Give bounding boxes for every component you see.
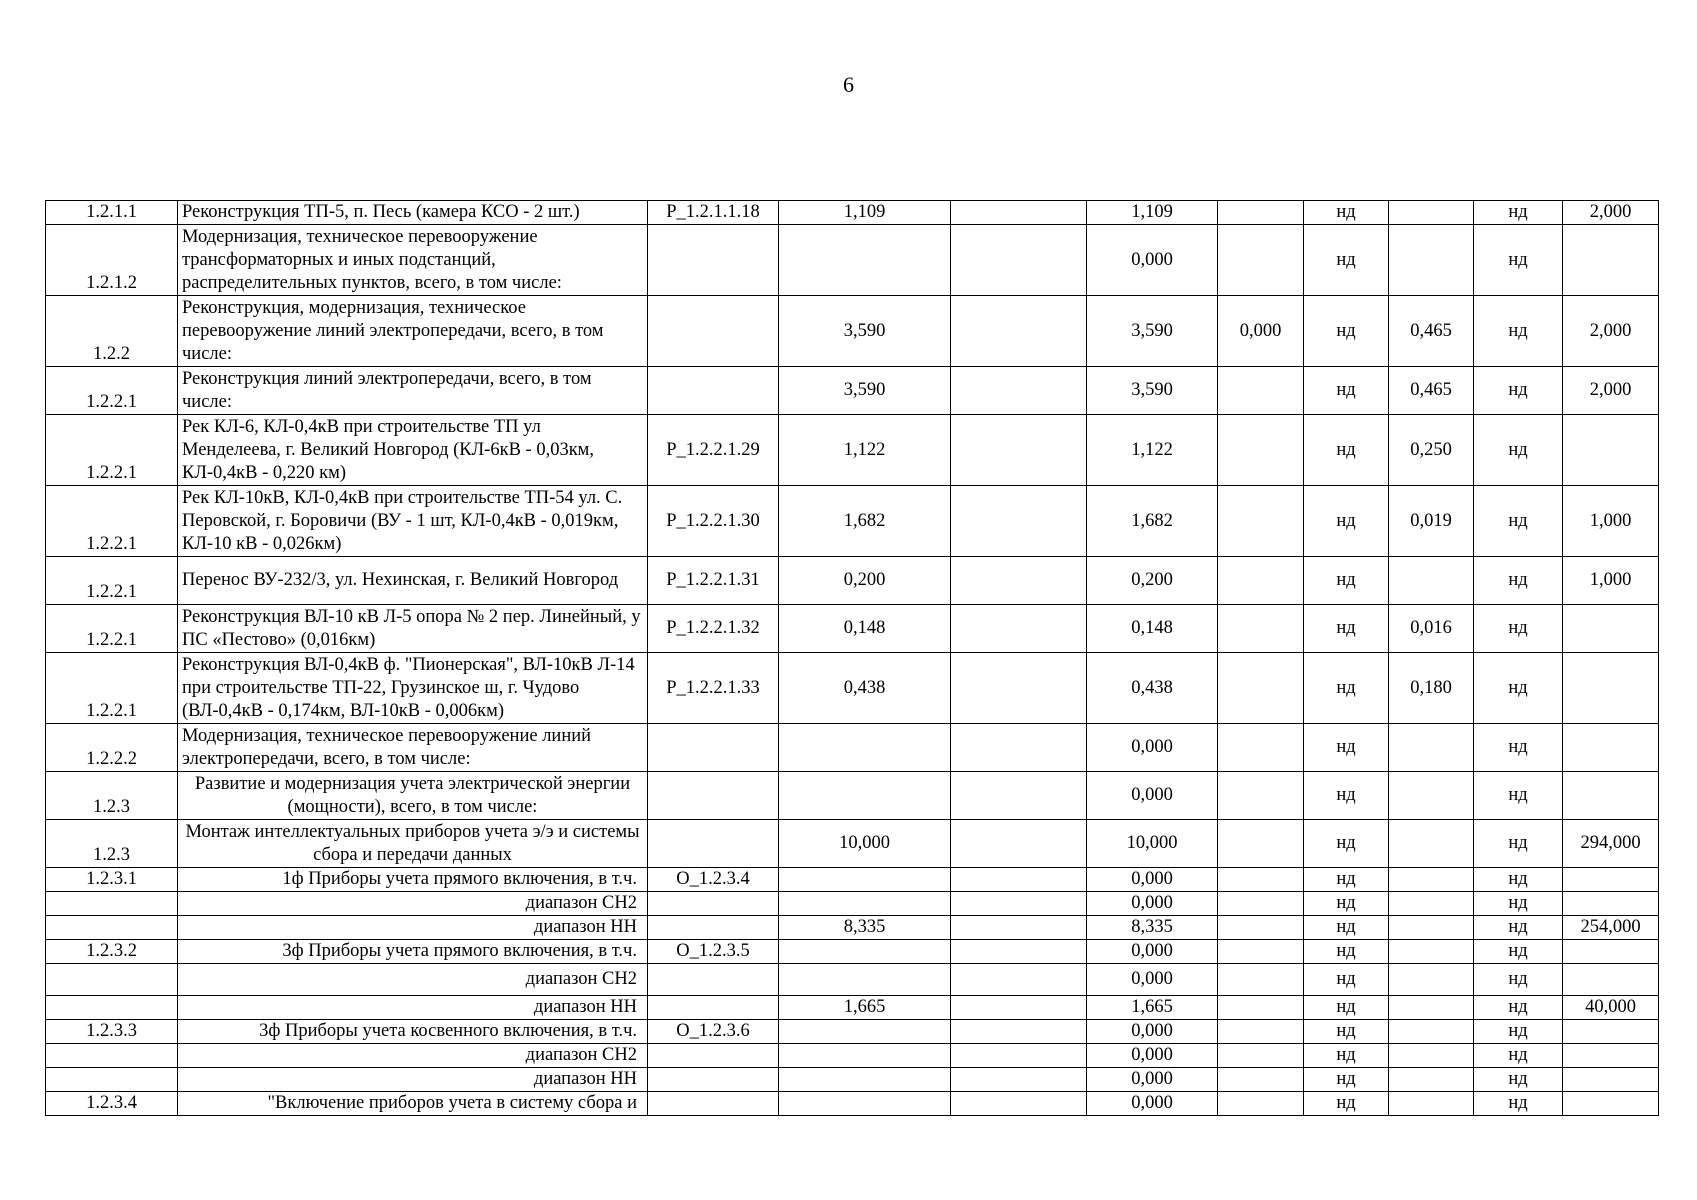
value-col-4: 3,590 <box>779 296 951 367</box>
value-col-11 <box>1563 724 1659 772</box>
value-col-4 <box>779 225 951 296</box>
value-col-7 <box>1218 772 1304 820</box>
value-col-9 <box>1389 964 1474 996</box>
value-col-4: 1,682 <box>779 486 951 557</box>
value-col-5 <box>951 916 1087 940</box>
row-code: 1.2.2.2 <box>46 724 178 772</box>
row-name: Рек КЛ-6, КЛ-0,4кВ при строительстве ТП ул Менделеева, г. Великий Новгород (КЛ-6кВ - 0,03км, КЛ-0,4кВ - 0,220 км) <box>178 415 648 486</box>
value-col-9 <box>1389 868 1474 892</box>
row-code <box>46 1068 178 1092</box>
value-col-4 <box>779 1020 951 1044</box>
value-col-4 <box>779 940 951 964</box>
value-col-9: 0,465 <box>1389 367 1474 415</box>
value-col-6: 0,000 <box>1087 772 1218 820</box>
value-col-6: 1,122 <box>1087 415 1218 486</box>
value-col-6: 0,000 <box>1087 1068 1218 1092</box>
table-row <box>46 964 1659 996</box>
value-col-9 <box>1389 1092 1474 1116</box>
row-code: 1.2.2.1 <box>46 653 178 724</box>
table-row <box>46 916 1659 940</box>
table-row <box>46 201 1659 225</box>
row-identifier <box>648 724 779 772</box>
value-col-6: 0,148 <box>1087 605 1218 653</box>
value-col-9 <box>1389 996 1474 1020</box>
value-col-8: нд <box>1304 1044 1389 1068</box>
value-col-10: нд <box>1474 916 1563 940</box>
table-row <box>46 940 1659 964</box>
row-name: Реконструкция ВЛ-10 кВ Л-5 опора № 2 пер. Линейный, у ПС «Пестово» (0,016км) <box>178 605 648 653</box>
table-row <box>46 892 1659 916</box>
value-col-9: 0,180 <box>1389 653 1474 724</box>
table-row <box>46 296 1659 367</box>
value-col-5 <box>951 415 1087 486</box>
value-col-6: 3,590 <box>1087 367 1218 415</box>
value-col-11 <box>1563 1020 1659 1044</box>
value-col-11 <box>1563 772 1659 820</box>
value-col-8: нд <box>1304 820 1389 868</box>
table-row <box>46 225 1659 296</box>
value-col-11 <box>1563 1068 1659 1092</box>
value-col-9 <box>1389 557 1474 605</box>
value-col-5 <box>951 1068 1087 1092</box>
value-col-8: нд <box>1304 605 1389 653</box>
value-col-5 <box>951 940 1087 964</box>
row-identifier: P_1.2.2.1.32 <box>648 605 779 653</box>
value-col-9: 0,019 <box>1389 486 1474 557</box>
value-col-5 <box>951 868 1087 892</box>
row-name: Реконструкция ТП-5, п. Песь (камера КСО - 2 шт.) <box>178 201 648 225</box>
value-col-8: нд <box>1304 868 1389 892</box>
row-identifier <box>648 892 779 916</box>
value-col-10: нд <box>1474 996 1563 1020</box>
value-col-5 <box>951 367 1087 415</box>
value-col-8: нд <box>1304 415 1389 486</box>
value-col-9 <box>1389 201 1474 225</box>
row-name: Перенос ВУ-232/3, ул. Нехинская, г. Великий Новгород <box>178 557 648 605</box>
row-name: Реконструкция линий электропередачи, всего, в том числе: <box>178 367 648 415</box>
table-row <box>46 996 1659 1020</box>
row-identifier <box>648 964 779 996</box>
row-code: 1.2.2 <box>46 296 178 367</box>
value-col-10: нд <box>1474 868 1563 892</box>
value-col-4 <box>779 1044 951 1068</box>
value-col-10: нд <box>1474 964 1563 996</box>
value-col-9 <box>1389 1068 1474 1092</box>
row-code: 1.2.3 <box>46 820 178 868</box>
value-col-4: 1,109 <box>779 201 951 225</box>
row-name: диапазон СН2 <box>178 1044 648 1068</box>
value-col-8: нд <box>1304 367 1389 415</box>
table-row <box>46 820 1659 868</box>
row-name: Реконструкция ВЛ-0,4кВ ф. "Пионерская", ВЛ-10кВ Л-14 при строительстве ТП-22, Грузинское ш, г. Чудово (ВЛ-0,4кВ - 0,174км, ВЛ-10кВ - 0,006км) <box>178 653 648 724</box>
value-col-8: нд <box>1304 996 1389 1020</box>
value-col-8: нд <box>1304 940 1389 964</box>
value-col-8: нд <box>1304 724 1389 772</box>
value-col-8: нд <box>1304 653 1389 724</box>
value-col-6: 0,000 <box>1087 964 1218 996</box>
value-col-7 <box>1218 892 1304 916</box>
value-col-8: нд <box>1304 916 1389 940</box>
row-name: Реконструкция, модернизация, техническое перевооружение линий электропередачи, всего, в том числе: <box>178 296 648 367</box>
row-identifier: O_1.2.3.4 <box>648 868 779 892</box>
value-col-4 <box>779 868 951 892</box>
value-col-6: 0,438 <box>1087 653 1218 724</box>
value-col-10: нд <box>1474 1020 1563 1044</box>
value-col-5 <box>951 820 1087 868</box>
row-code: 1.2.2.1 <box>46 415 178 486</box>
value-col-6: 8,335 <box>1087 916 1218 940</box>
value-col-11 <box>1563 605 1659 653</box>
value-col-10: нд <box>1474 653 1563 724</box>
table-row <box>46 1068 1659 1092</box>
value-col-8: нд <box>1304 1068 1389 1092</box>
value-col-4 <box>779 892 951 916</box>
row-name: "Включение приборов учета в систему сбора и <box>178 1092 648 1116</box>
value-col-7 <box>1218 415 1304 486</box>
row-identifier: P_1.2.2.1.30 <box>648 486 779 557</box>
value-col-10: нд <box>1474 201 1563 225</box>
value-col-6: 0,000 <box>1087 724 1218 772</box>
value-col-11 <box>1563 940 1659 964</box>
row-code: 1.2.3 <box>46 772 178 820</box>
row-identifier <box>648 1092 779 1116</box>
value-col-11 <box>1563 892 1659 916</box>
value-col-9 <box>1389 1044 1474 1068</box>
value-col-11: 2,000 <box>1563 367 1659 415</box>
value-col-5 <box>951 996 1087 1020</box>
row-identifier: P_1.2.2.1.33 <box>648 653 779 724</box>
row-name: Модернизация, техническое перевооружение трансформаторных и иных подстанций, распределительных пунктов, всего, в том числе: <box>178 225 648 296</box>
value-col-4: 10,000 <box>779 820 951 868</box>
table-row <box>46 868 1659 892</box>
row-code <box>46 892 178 916</box>
value-col-7 <box>1218 1044 1304 1068</box>
row-name: 1ф Приборы учета прямого включения, в т.ч. <box>178 868 648 892</box>
value-col-8: нд <box>1304 1092 1389 1116</box>
value-col-11: 2,000 <box>1563 201 1659 225</box>
row-code: 1.2.2.1 <box>46 486 178 557</box>
value-col-7 <box>1218 964 1304 996</box>
value-col-7 <box>1218 940 1304 964</box>
row-name: диапазон СН2 <box>178 892 648 916</box>
value-col-10: нд <box>1474 724 1563 772</box>
value-col-9: 0,465 <box>1389 296 1474 367</box>
investment-program-table <box>45 200 1659 1116</box>
value-col-5 <box>951 1020 1087 1044</box>
row-code <box>46 916 178 940</box>
value-col-7 <box>1218 1020 1304 1044</box>
row-name: диапазон НН <box>178 916 648 940</box>
value-col-8: нд <box>1304 225 1389 296</box>
value-col-8: нд <box>1304 1020 1389 1044</box>
row-name: диапазон НН <box>178 996 648 1020</box>
value-col-10: нд <box>1474 772 1563 820</box>
value-col-4 <box>779 1068 951 1092</box>
row-code: 1.2.2.1 <box>46 557 178 605</box>
value-col-7 <box>1218 1068 1304 1092</box>
value-col-5 <box>951 486 1087 557</box>
row-code: 1.2.2.1 <box>46 367 178 415</box>
row-name: Развитие и модернизация учета электрической энергии (мощности), всего, в том числе: <box>178 772 648 820</box>
row-identifier <box>648 996 779 1020</box>
table-row <box>46 415 1659 486</box>
value-col-7 <box>1218 486 1304 557</box>
value-col-7: 0,000 <box>1218 296 1304 367</box>
value-col-11: 254,000 <box>1563 916 1659 940</box>
value-col-9 <box>1389 1020 1474 1044</box>
value-col-5 <box>951 724 1087 772</box>
value-col-10: нд <box>1474 892 1563 916</box>
table-row <box>46 1092 1659 1116</box>
row-identifier <box>648 296 779 367</box>
value-col-6: 10,000 <box>1087 820 1218 868</box>
value-col-11: 40,000 <box>1563 996 1659 1020</box>
value-col-11: 2,000 <box>1563 296 1659 367</box>
value-col-4 <box>779 964 951 996</box>
row-identifier: P_1.2.2.1.31 <box>648 557 779 605</box>
value-col-5 <box>951 892 1087 916</box>
table-row <box>46 367 1659 415</box>
value-col-4: 0,148 <box>779 605 951 653</box>
table-row <box>46 772 1659 820</box>
value-col-6: 0,000 <box>1087 892 1218 916</box>
table-row <box>46 605 1659 653</box>
value-col-6: 1,665 <box>1087 996 1218 1020</box>
value-col-7 <box>1218 916 1304 940</box>
value-col-6: 3,590 <box>1087 296 1218 367</box>
table-row <box>46 1044 1659 1068</box>
value-col-4: 3,590 <box>779 367 951 415</box>
value-col-6: 1,109 <box>1087 201 1218 225</box>
value-col-7 <box>1218 868 1304 892</box>
value-col-5 <box>951 225 1087 296</box>
value-col-10: нд <box>1474 486 1563 557</box>
value-col-11 <box>1563 1044 1659 1068</box>
table-row <box>46 724 1659 772</box>
value-col-8: нд <box>1304 557 1389 605</box>
value-col-5 <box>951 1044 1087 1068</box>
value-col-11 <box>1563 653 1659 724</box>
value-col-9: 0,016 <box>1389 605 1474 653</box>
value-col-6: 0,000 <box>1087 868 1218 892</box>
value-col-7 <box>1218 225 1304 296</box>
row-identifier: P_1.2.2.1.29 <box>648 415 779 486</box>
value-col-7 <box>1218 724 1304 772</box>
value-col-7 <box>1218 605 1304 653</box>
value-col-8: нд <box>1304 486 1389 557</box>
row-name: 3ф Приборы учета косвенного включения, в т.ч. <box>178 1020 648 1044</box>
row-name: Модернизация, техническое перевооружение линий электропередачи, всего, в том числе: <box>178 724 648 772</box>
value-col-7 <box>1218 820 1304 868</box>
value-col-9 <box>1389 940 1474 964</box>
value-col-5 <box>951 605 1087 653</box>
row-identifier <box>648 367 779 415</box>
row-name: Монтаж интеллектуальных приборов учета э/э и системы сбора и передачи данных <box>178 820 648 868</box>
row-code <box>46 1044 178 1068</box>
value-col-5 <box>951 653 1087 724</box>
row-name: диапазон НН <box>178 1068 648 1092</box>
value-col-6: 0,000 <box>1087 225 1218 296</box>
value-col-5 <box>951 1092 1087 1116</box>
value-col-7 <box>1218 996 1304 1020</box>
table-row <box>46 1020 1659 1044</box>
row-name: 3ф Приборы учета прямого включения, в т.ч. <box>178 940 648 964</box>
value-col-6: 0,000 <box>1087 1020 1218 1044</box>
value-col-10: нд <box>1474 415 1563 486</box>
value-col-10: нд <box>1474 557 1563 605</box>
row-code: 1.2.3.1 <box>46 868 178 892</box>
value-col-10: нд <box>1474 940 1563 964</box>
row-code: 1.2.3.4 <box>46 1092 178 1116</box>
value-col-10: нд <box>1474 1092 1563 1116</box>
value-col-6: 0,000 <box>1087 940 1218 964</box>
value-col-6: 0,000 <box>1087 1092 1218 1116</box>
value-col-11 <box>1563 415 1659 486</box>
value-col-9 <box>1389 916 1474 940</box>
value-col-4: 0,438 <box>779 653 951 724</box>
value-col-8: нд <box>1304 201 1389 225</box>
row-identifier <box>648 916 779 940</box>
value-col-10: нд <box>1474 820 1563 868</box>
row-name: диапазон СН2 <box>178 964 648 996</box>
value-col-10: нд <box>1474 225 1563 296</box>
value-col-7 <box>1218 367 1304 415</box>
value-col-4 <box>779 724 951 772</box>
table-row <box>46 486 1659 557</box>
value-col-11 <box>1563 964 1659 996</box>
row-code <box>46 996 178 1020</box>
value-col-5 <box>951 296 1087 367</box>
value-col-7 <box>1218 653 1304 724</box>
value-col-5 <box>951 557 1087 605</box>
value-col-9: 0,250 <box>1389 415 1474 486</box>
value-col-6: 0,200 <box>1087 557 1218 605</box>
value-col-4: 1,122 <box>779 415 951 486</box>
value-col-9 <box>1389 772 1474 820</box>
value-col-11 <box>1563 1092 1659 1116</box>
value-col-10: нд <box>1474 367 1563 415</box>
value-col-11: 1,000 <box>1563 557 1659 605</box>
row-code: 1.2.3.2 <box>46 940 178 964</box>
value-col-11 <box>1563 868 1659 892</box>
value-col-11 <box>1563 225 1659 296</box>
value-col-8: нд <box>1304 892 1389 916</box>
value-col-11: 294,000 <box>1563 820 1659 868</box>
value-col-7 <box>1218 1092 1304 1116</box>
row-identifier <box>648 225 779 296</box>
value-col-10: нд <box>1474 1068 1563 1092</box>
value-col-6: 1,682 <box>1087 486 1218 557</box>
value-col-9 <box>1389 892 1474 916</box>
value-col-5 <box>951 772 1087 820</box>
row-code: 1.2.2.1 <box>46 605 178 653</box>
value-col-9 <box>1389 225 1474 296</box>
value-col-5 <box>951 964 1087 996</box>
value-col-8: нд <box>1304 296 1389 367</box>
row-code: 1.2.1.1 <box>46 201 178 225</box>
value-col-10: нд <box>1474 605 1563 653</box>
value-col-11: 1,000 <box>1563 486 1659 557</box>
row-name: Рек КЛ-10кВ, КЛ-0,4кВ при строительстве ТП-54 ул. С. Перовской, г. Боровичи (ВУ - 1 шт, КЛ-0,4кВ - 0,019км, КЛ-10 кВ - 0,026км) <box>178 486 648 557</box>
value-col-7 <box>1218 557 1304 605</box>
row-identifier <box>648 820 779 868</box>
value-col-8: нд <box>1304 772 1389 820</box>
value-col-4: 1,665 <box>779 996 951 1020</box>
row-identifier: P_1.2.1.1.18 <box>648 201 779 225</box>
value-col-4 <box>779 772 951 820</box>
value-col-9 <box>1389 724 1474 772</box>
value-col-4 <box>779 1092 951 1116</box>
row-identifier: O_1.2.3.5 <box>648 940 779 964</box>
page-number: 6 <box>843 72 854 97</box>
row-identifier <box>648 772 779 820</box>
value-col-6: 0,000 <box>1087 1044 1218 1068</box>
value-col-10: нд <box>1474 296 1563 367</box>
value-col-10: нд <box>1474 1044 1563 1068</box>
row-identifier: O_1.2.3.6 <box>648 1020 779 1044</box>
value-col-7 <box>1218 201 1304 225</box>
value-col-4: 8,335 <box>779 916 951 940</box>
value-col-4: 0,200 <box>779 557 951 605</box>
row-code: 1.2.3.3 <box>46 1020 178 1044</box>
row-identifier <box>648 1068 779 1092</box>
table-row <box>46 557 1659 605</box>
value-col-5 <box>951 201 1087 225</box>
table-row <box>46 653 1659 724</box>
row-code <box>46 964 178 996</box>
value-col-9 <box>1389 820 1474 868</box>
row-code: 1.2.1.2 <box>46 225 178 296</box>
value-col-8: нд <box>1304 964 1389 996</box>
row-identifier <box>648 1044 779 1068</box>
